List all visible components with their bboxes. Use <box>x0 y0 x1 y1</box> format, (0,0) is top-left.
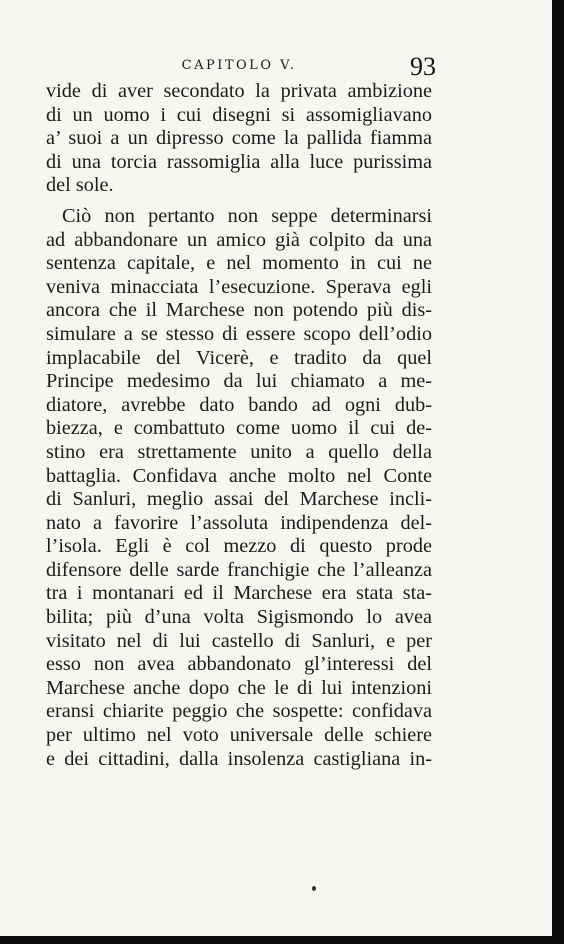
text-line: esso non avea abbandonato gl’interessi del <box>46 653 432 676</box>
text-line: ad abbandonare un amico già colpito da una <box>46 228 432 251</box>
text-line: eransi chiarite peggio che sospette: confidava <box>46 700 432 723</box>
text-line: del sole. <box>46 174 114 197</box>
running-head: CAPITOLO V. <box>181 58 297 73</box>
scan-edge-right <box>552 0 564 944</box>
text-line: ancora che il Marchese non potendo più dis- <box>46 299 432 322</box>
text-line: Marchese anche dopo che le di lui intenzioni <box>46 676 432 699</box>
body-text <box>46 80 432 771</box>
text-line: vide di aver secondato la privata ambizione <box>46 80 432 102</box>
text-line: biezza, e combattuto come uomo il cui de- <box>46 417 432 440</box>
text-line: e dei cittadini, dalla insolenza castigliana in- <box>46 747 432 770</box>
ink-speck <box>312 886 316 891</box>
text-line: di un uomo i cui disegni si assomigliavano <box>46 103 432 126</box>
text-line: difensore delle sarde franchigie che l’alleanza <box>46 558 432 581</box>
text-line: sentenza capitale, e nel momento in cui ne <box>46 252 432 275</box>
text-line: per ultimo nel voto universale delle schiere <box>46 724 432 747</box>
text-line: Ciò non pertanto non seppe determinarsi <box>62 204 432 227</box>
paragraph <box>46 205 432 771</box>
text-line: visitato nel di lui castello di Sanluri, e per <box>46 629 432 652</box>
text-line: a’ suoi a un dipresso come la pallida fiamma <box>46 127 432 150</box>
text-line: implacabile del Vicerè, e tradito da quel <box>46 346 432 369</box>
scan-edge-bottom <box>0 936 564 944</box>
paragraph-gap <box>46 198 432 205</box>
text-line: veniva minacciata l’esecuzione. Sperava egli <box>46 275 432 298</box>
text-line: battaglia. Confidava anche molto nel Conte <box>46 464 432 487</box>
text-line: nato a favorire l’assoluta indipendenza del- <box>46 511 432 534</box>
text-line: diatore, avrebbe dato bando ad ogni dub- <box>46 393 432 416</box>
paragraph <box>46 80 432 198</box>
page-number: 93 <box>410 52 436 81</box>
text-line: di Sanluri, meglio assai del Marchese incli- <box>46 488 432 511</box>
text-line: l’isola. Egli è col mezzo di questo prode <box>46 535 432 558</box>
text-line: tra i montanari ed il Marchese era stata sta- <box>46 582 432 605</box>
text-line: di una torcia rassomiglia alla luce purissima <box>46 150 432 173</box>
text-line: stino era strettamente unito a quello della <box>46 440 432 463</box>
text-line: Principe medesimo da lui chiamato a me- <box>46 370 432 393</box>
text-line: simulare a se stesso di essere scopo dell’odio <box>46 322 432 345</box>
text-line: bilita; più d’una volta Sigismondo lo avea <box>46 606 432 629</box>
